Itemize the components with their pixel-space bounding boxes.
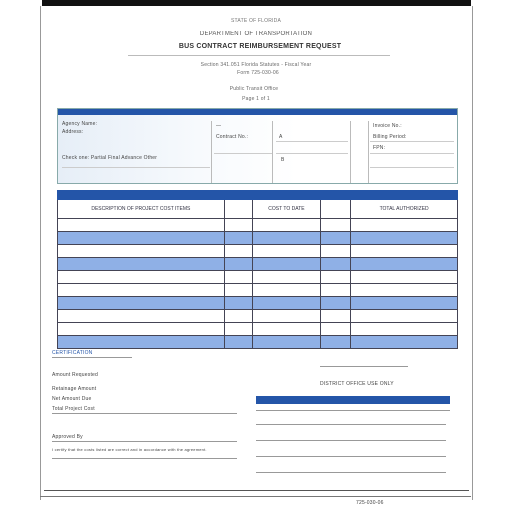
table-row — [58, 258, 458, 271]
info-divider-4 — [368, 121, 369, 183]
district-upper-line — [320, 366, 408, 367]
column-header-description: DESCRIPTION OF PROJECT COST ITEMS — [58, 200, 225, 219]
info-hline-6 — [370, 167, 454, 168]
amounts-underline — [52, 413, 237, 414]
table-row — [58, 284, 458, 297]
title-divider — [128, 55, 390, 56]
info-hline-4 — [370, 141, 454, 142]
cert-underline — [52, 357, 132, 358]
table-row — [58, 310, 458, 323]
form-title: BUS CONTRACT REIMBURSEMENT REQUEST — [178, 43, 342, 50]
certification-statement: I certify that the costs listed are correct and in accordance with the agreement. — [52, 447, 207, 452]
info-box-header-bar — [58, 109, 457, 115]
district-field-line-2 — [256, 424, 446, 425]
value-a: A — [279, 134, 283, 140]
district-header-bar — [256, 396, 450, 404]
statement-underline — [52, 458, 237, 459]
header-line-1: STATE OF FLORIDA — [231, 18, 281, 24]
footer-form-code: 725-030-06 — [356, 500, 384, 506]
total-project-cost-label: Total Project Cost — [52, 406, 95, 412]
info-hline-5 — [370, 153, 454, 154]
invoice-label: Invoice No.: — [373, 123, 402, 129]
cost-items-table — [57, 190, 458, 349]
info-divider-1 — [211, 121, 212, 183]
district-field-line-1 — [256, 410, 450, 411]
footer-rule — [44, 490, 469, 491]
table-header-cell — [224, 191, 252, 200]
column-header-blank-2 — [321, 200, 351, 219]
district-field-line-4 — [256, 456, 446, 457]
address-label: Address: — [62, 129, 84, 135]
column-header-blank-1 — [224, 200, 252, 219]
table-row — [58, 297, 458, 310]
district-office-label: DISTRICT OFFICE USE ONLY — [320, 381, 394, 387]
table-header-cell — [252, 191, 321, 200]
table-row — [58, 323, 458, 336]
retainage-label: Retainage Amount — [52, 386, 97, 392]
column-header-total-authorized: TOTAL AUTHORIZED — [351, 200, 458, 219]
contract-value: — — [216, 123, 222, 129]
page-indicator: Page 1 of 1 — [242, 96, 270, 102]
table-header-cell — [58, 191, 225, 200]
checkbox-line — [62, 167, 210, 168]
table-header-row — [58, 191, 458, 200]
table-row — [58, 219, 458, 232]
table-row — [58, 232, 458, 245]
table-row — [58, 245, 458, 258]
statute-line: Section 341.051 Florida Statutes - Fiscal Year — [200, 62, 312, 68]
header-line-2: DEPARTMENT OF TRANSPORTATION — [199, 31, 313, 37]
value-b: B — [281, 157, 285, 163]
table-header-cell — [351, 191, 458, 200]
info-hline-3 — [276, 153, 348, 154]
certification-title: CERTIFICATION — [52, 350, 93, 356]
info-divider-2 — [272, 121, 273, 183]
amount-requested-label: Amount Requested — [52, 372, 99, 378]
info-divider-3 — [350, 121, 351, 183]
info-hline-1 — [214, 153, 272, 154]
approved-by-label: Approved By — [52, 434, 83, 440]
table-row — [58, 336, 458, 349]
agency-info-box — [57, 108, 458, 184]
fpn-label: FPN: — [373, 145, 386, 151]
info-hline-2 — [276, 141, 348, 142]
form-number: Form 725-030-06 — [237, 70, 279, 76]
period-label: Billing Period: — [373, 134, 407, 140]
agency-label: Agency Name: — [62, 121, 98, 127]
approved-signature-line — [52, 441, 237, 442]
column-header-cost-to-date: COST TO DATE — [252, 200, 321, 219]
net-amount-label: Net Amount Due — [52, 396, 92, 402]
table-header-cell — [321, 191, 351, 200]
table-subheader-row — [58, 200, 458, 219]
check-notes: Check one: Partial Final Advance Other — [62, 155, 158, 161]
table-row — [58, 271, 458, 284]
district-field-line-3 — [256, 440, 446, 441]
district-field-line-5 — [256, 472, 446, 473]
office-line: Public Transit Office — [229, 86, 279, 92]
bottom-edge-bar — [40, 496, 471, 497]
contract-label: Contract No.: — [216, 134, 249, 140]
